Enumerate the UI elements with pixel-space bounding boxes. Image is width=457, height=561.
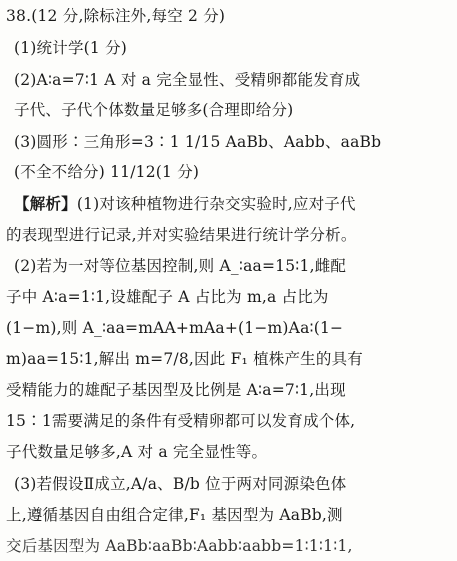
answer-part-3-line-2: (不全不给分) 11/12(1 分) bbox=[14, 163, 200, 181]
analysis-line-5: (1−m),则 A_∶aa=mAA+mAa+(1−m)Aa∶(1− bbox=[6, 319, 344, 337]
answer-part-3-line-1: (3)圆形∶三角形=3∶1 1/15 AaBb、Aabb、aaBb bbox=[14, 133, 382, 151]
analysis-line-1 bbox=[14, 194, 453, 214]
analysis-line-11: 上,遵循基因自由组合定律,F₁ 基因型为 AaBb,测 bbox=[6, 506, 343, 524]
analysis-line-7: 受精能力的雄配子基因型及比例是 A∶a=7∶1,出现 bbox=[6, 381, 346, 399]
analysis-line-12: 交后基因型为 AaBb∶aaBb∶Aabb∶aabb=1∶1∶1∶1, bbox=[6, 537, 353, 555]
analysis-line-6: m)aa=15∶1,解出 m=7/8,因此 F₁ 植株产生的具有 bbox=[6, 350, 363, 368]
analysis-line-10: (3)若假设Ⅱ成立,A/a、B/b 位于两对同源染色体 bbox=[14, 475, 347, 493]
analysis-line-8: 15∶1需要满足的条件有受精卵都可以发育成个体, bbox=[6, 412, 356, 430]
answer-part-2-line-2: 子代、子代个体数量足够多(合理即给分) bbox=[14, 101, 294, 119]
analysis-line-4: 子中 A∶a=1∶1,设雄配子 A 占比为 m,a 占比为 bbox=[6, 288, 329, 306]
answer-part-2-line-1: (2)A∶a=7∶1 A 对 a 完全显性、受精卵都能发育成 bbox=[14, 71, 361, 89]
analysis-line-9: 子代数量足够多,A 对 a 完全显性等。 bbox=[6, 443, 268, 461]
question-title: 38.(12 分,除标注外,每空 2 分) bbox=[6, 7, 226, 25]
analysis-tag: 【解析】 bbox=[14, 194, 77, 213]
analysis-text: (1)对该种植物进行杂交实验时,应对子代 bbox=[76, 195, 356, 213]
analysis-line-2: 的表现型进行记录,并对实验结果进行统计学分析。 bbox=[6, 226, 357, 244]
answer-part-1: (1)统计学(1 分) bbox=[14, 39, 128, 57]
analysis-line-3: (2)若为一对等位基因控制,则 A_∶aa=15∶1,雌配 bbox=[14, 257, 347, 275]
